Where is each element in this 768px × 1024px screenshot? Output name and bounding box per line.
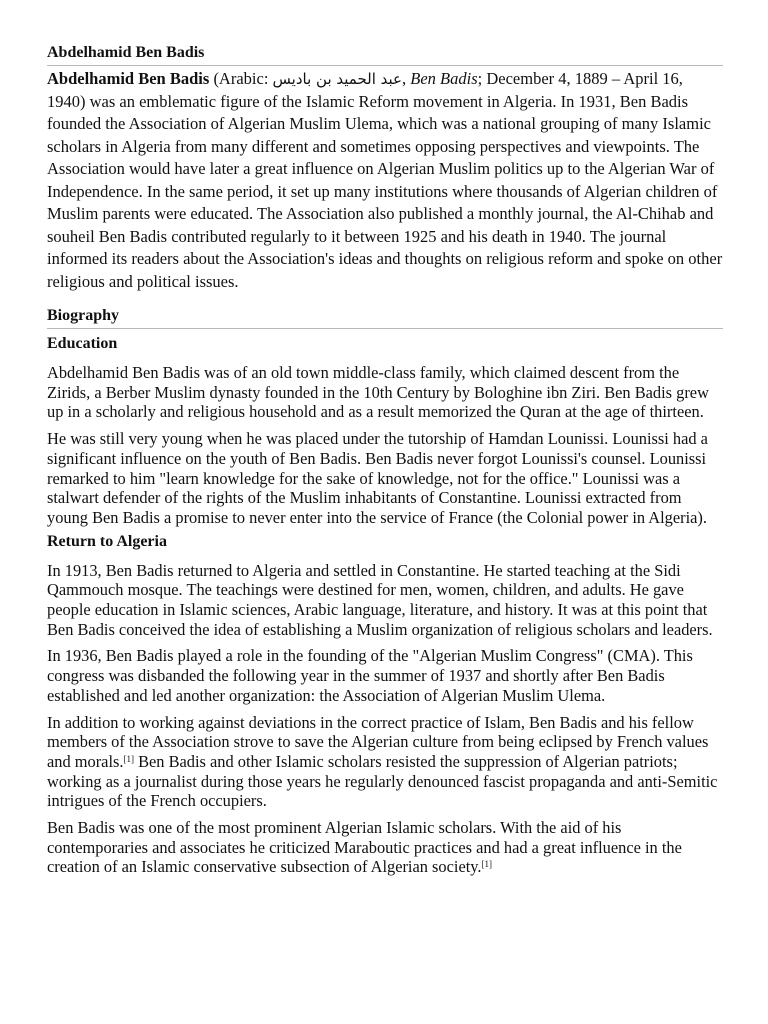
return-paragraph-4	[47, 818, 723, 877]
lead-arabic-name: عبد الحميد بن باديس	[272, 70, 403, 88]
return-paragraph-1: In 1913, Ben Badis returned to Algeria and settled in Constantine. He started teaching at the Sidi Qammouch mosque. The teachings were destined for men, women, children, and adults. He gave people education in Islamic sciences, Arabic language, literature, and history. It was at this point that Ben Badis conceived the idea of establishing a Muslim organization of religious scholars and leaders.	[47, 560, 713, 639]
lead-paragraph	[47, 68, 723, 293]
subheading-return-to-algeria: Return to Algeria	[47, 532, 167, 550]
article-title: Abdelhamid Ben Badis	[47, 43, 723, 66]
education-paragraph-2: He was still very young when he was placed under the tutorship of Hamdan Lounissi. Lounissi had a significant influence on the youth of Ben Badis. Ben Badis never forgot Lounissi's counsel. Lounissi remarked to him "learn knowledge for the sake of knowledge, not for the office." Lounissi was a stalwart defender of the rights of the Muslim inhabitants of Constantine. Lounissi extracted from young Ben Badis a promise to never enter into the service of France (the Colonial power in Algeria).	[47, 429, 708, 527]
lead-rest: ; December 4, 1889 – April 16, 1940) was an emblematic figure of the Islamic Reform movement in Algeria. In 1931, Ben Badis founded the Association of Algerian Muslim Ulema, which was a national grouping of many Islamic scholars in Algeria from many different and sometimes opposing perspectives and viewpoints. The Association would have later a great influence on Algerian Muslim politics up to the Algerian War of Independence. In the same period, it set up many institutions where thousands of Algerian children of Muslim parents were educated. The Association also published a monthly journal, the Al-Chihab and souheil Ben Badis contributed regularly to it between 1925 and his death in 1940. The journal informed its readers about the Association's ideas and thoughts on religious reform and spoke on other religious and political issues.	[47, 69, 723, 291]
citation-link[interactable]: [1]	[481, 859, 493, 870]
return-p3-text-b: Ben Badis and other Islamic scholars resisted the suppression of Algerian patriots; working as a journalist during those years he regularly denounced fascist propaganda and anti-Semitic intrigues of the French occupiers.	[47, 751, 718, 811]
return-p3-text-a: In addition to working against deviations in the correct practice of Islam, Ben Badis and his fellow members of the Association strove to save the Algerian culture from being eclipsed by French values and morals.	[47, 712, 709, 771]
lead-paren-open: (Arabic:	[209, 69, 273, 88]
return-p4-text: Ben Badis was one of the most prominent Algerian Islamic scholars. With the aid of his contemporaries and associates he criticized Maraboutic practices and had a great influence in the creation of an Islamic conservative subsection of Algerian society.	[47, 818, 682, 877]
lead-italic-name: Ben Badis	[410, 69, 478, 88]
return-paragraph-3	[47, 713, 723, 812]
section-heading-biography: Biography	[47, 306, 723, 329]
education-paragraph-1: Abdelhamid Ben Badis was of an old town middle-class family, which claimed descent from the Zirids, a Berber Muslim dynasty founded in the 10th Century by Bologhine ibn Ziri. Ben Badis grew up in a scholarly and religious household and as a result memorized the Quran at the age of thirteen.	[47, 363, 709, 422]
lead-bold-name: Abdelhamid Ben Badis	[47, 69, 210, 88]
subheading-education: Education	[47, 335, 118, 352]
citation-link[interactable]: [1]	[123, 753, 134, 764]
return-paragraph-2: In 1936, Ben Badis played a role in the founding of the "Algerian Muslim Congress" (CMA). This congress was disbanded the following year in the summer of 1937 and shortly after Ben Badis established and led another organization: the Association of Algerian Muslim Ulema.	[47, 646, 693, 705]
lead-comma: ,	[402, 69, 411, 88]
article-body	[47, 43, 723, 877]
